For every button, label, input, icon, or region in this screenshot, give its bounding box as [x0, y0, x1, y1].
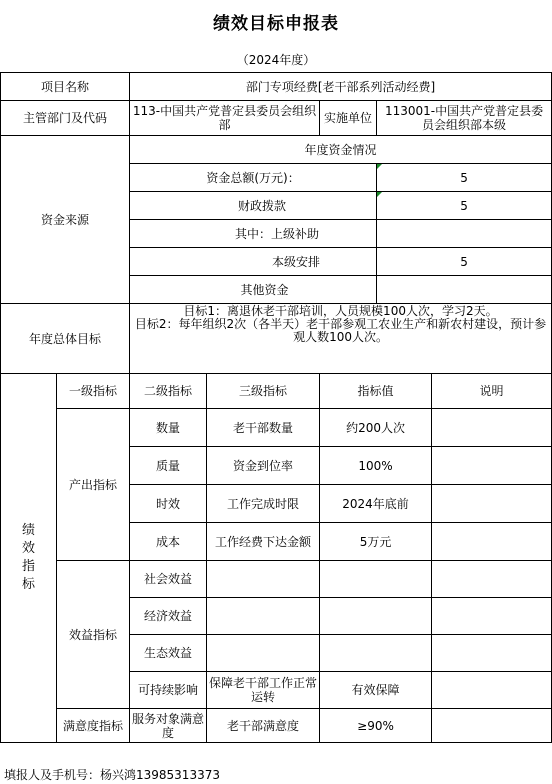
benefit-indicator-label: 效益指标	[57, 561, 130, 709]
l2-cell: 时效	[130, 485, 207, 523]
form-title: 绩效目标申报表	[213, 14, 339, 34]
l2-cell: 可持续影响	[130, 672, 207, 709]
note-cell	[432, 672, 552, 709]
value-cell: 约200人次	[320, 409, 432, 447]
l2-cell: 经济效益	[130, 598, 207, 635]
goal-row	[1, 304, 552, 374]
header-value: 指标值	[320, 374, 432, 409]
funds-superior-value	[377, 220, 552, 248]
l3-cell	[207, 635, 320, 672]
funds-superior-label: 其中：上级补助	[130, 220, 377, 248]
note-cell	[432, 523, 552, 561]
header-level1: 一级指标	[57, 374, 130, 409]
header-level3: 三级指标	[207, 374, 320, 409]
value-cell: 2024年底前	[320, 485, 432, 523]
satisfaction-indicator-label: 满意度指标	[57, 709, 130, 743]
implementing-unit-label: 实施单位	[320, 101, 377, 136]
perf-section-text: 绩效指标	[21, 523, 35, 592]
note-cell	[432, 561, 552, 598]
perf-row	[1, 709, 552, 743]
note-cell	[432, 485, 552, 523]
perf-section-label	[1, 374, 57, 743]
l3-cell: 老干部满意度	[207, 709, 320, 743]
note-cell	[432, 709, 552, 743]
perf-row	[1, 409, 552, 447]
form-year: （2024年度）	[236, 53, 316, 67]
funds-header: 年度资金情况	[130, 136, 552, 164]
department-value: 113-中国共产党普定县委员会组织部	[130, 101, 320, 136]
l3-cell: 老干部数量	[207, 409, 320, 447]
funds-other-label: 其他资金	[130, 276, 377, 304]
l2-cell: 成本	[130, 523, 207, 561]
value-cell: 5万元	[320, 523, 432, 561]
funds-section-label: 资金来源	[1, 136, 130, 304]
l3-cell	[207, 598, 320, 635]
l2-cell: 社会效益	[130, 561, 207, 598]
department-label: 主管部门及代码	[1, 101, 130, 136]
value-cell	[320, 635, 432, 672]
perf-row	[1, 561, 552, 598]
header-note: 说明	[432, 374, 552, 409]
note-cell	[432, 447, 552, 485]
l2-cell: 质量	[130, 447, 207, 485]
l3-cell: 工作经费下达金额	[207, 523, 320, 561]
annual-goal-text: 目标1：离退休老干部培训，人员规模100人次，学习2天。 目标2：每年组织2次（各半天）老干部参观工农业生产和新农村建设，预计参观人数100人次。	[130, 304, 552, 374]
annual-goal-label: 年度总体目标	[1, 304, 130, 374]
l3-cell: 工作完成时限	[207, 485, 320, 523]
output-indicator-label: 产出指标	[57, 409, 130, 561]
performance-form-table	[0, 72, 552, 743]
project-row	[1, 73, 552, 101]
project-name-label: 项目名称	[1, 73, 130, 101]
funds-header-row	[1, 136, 552, 164]
perf-header-row	[1, 374, 552, 409]
funds-fiscal-label: 财政拨款	[130, 192, 377, 220]
project-name-value: 部门专项经费[老干部系列活动经费]	[130, 73, 552, 101]
l2-cell: 服务对象满意度	[130, 709, 207, 743]
value-cell	[320, 598, 432, 635]
note-cell	[432, 635, 552, 672]
l3-cell	[207, 561, 320, 598]
funds-total-value: 5	[377, 164, 552, 192]
l3-cell: 资金到位率	[207, 447, 320, 485]
implementing-unit-value: 113001-中国共产党普定县委员会组织部本级	[377, 101, 552, 136]
l2-cell: 生态效益	[130, 635, 207, 672]
value-cell: ≥90%	[320, 709, 432, 743]
filler-contact: 填报人及手机号：杨兴鸿13985313373	[4, 768, 220, 782]
department-row	[1, 101, 552, 136]
value-cell: 有效保障	[320, 672, 432, 709]
value-cell: 100%	[320, 447, 432, 485]
header-level2: 二级指标	[130, 374, 207, 409]
l2-cell: 数量	[130, 409, 207, 447]
funds-other-value	[377, 276, 552, 304]
note-cell	[432, 598, 552, 635]
funds-fiscal-value: 5	[377, 192, 552, 220]
l3-cell: 保障老干部工作正常运转	[207, 672, 320, 709]
funds-local-value: 5	[377, 248, 552, 276]
value-cell	[320, 561, 432, 598]
funds-local-label: 本级安排	[130, 248, 377, 276]
funds-total-label: 资金总额(万元)：	[130, 164, 377, 192]
note-cell	[432, 409, 552, 447]
